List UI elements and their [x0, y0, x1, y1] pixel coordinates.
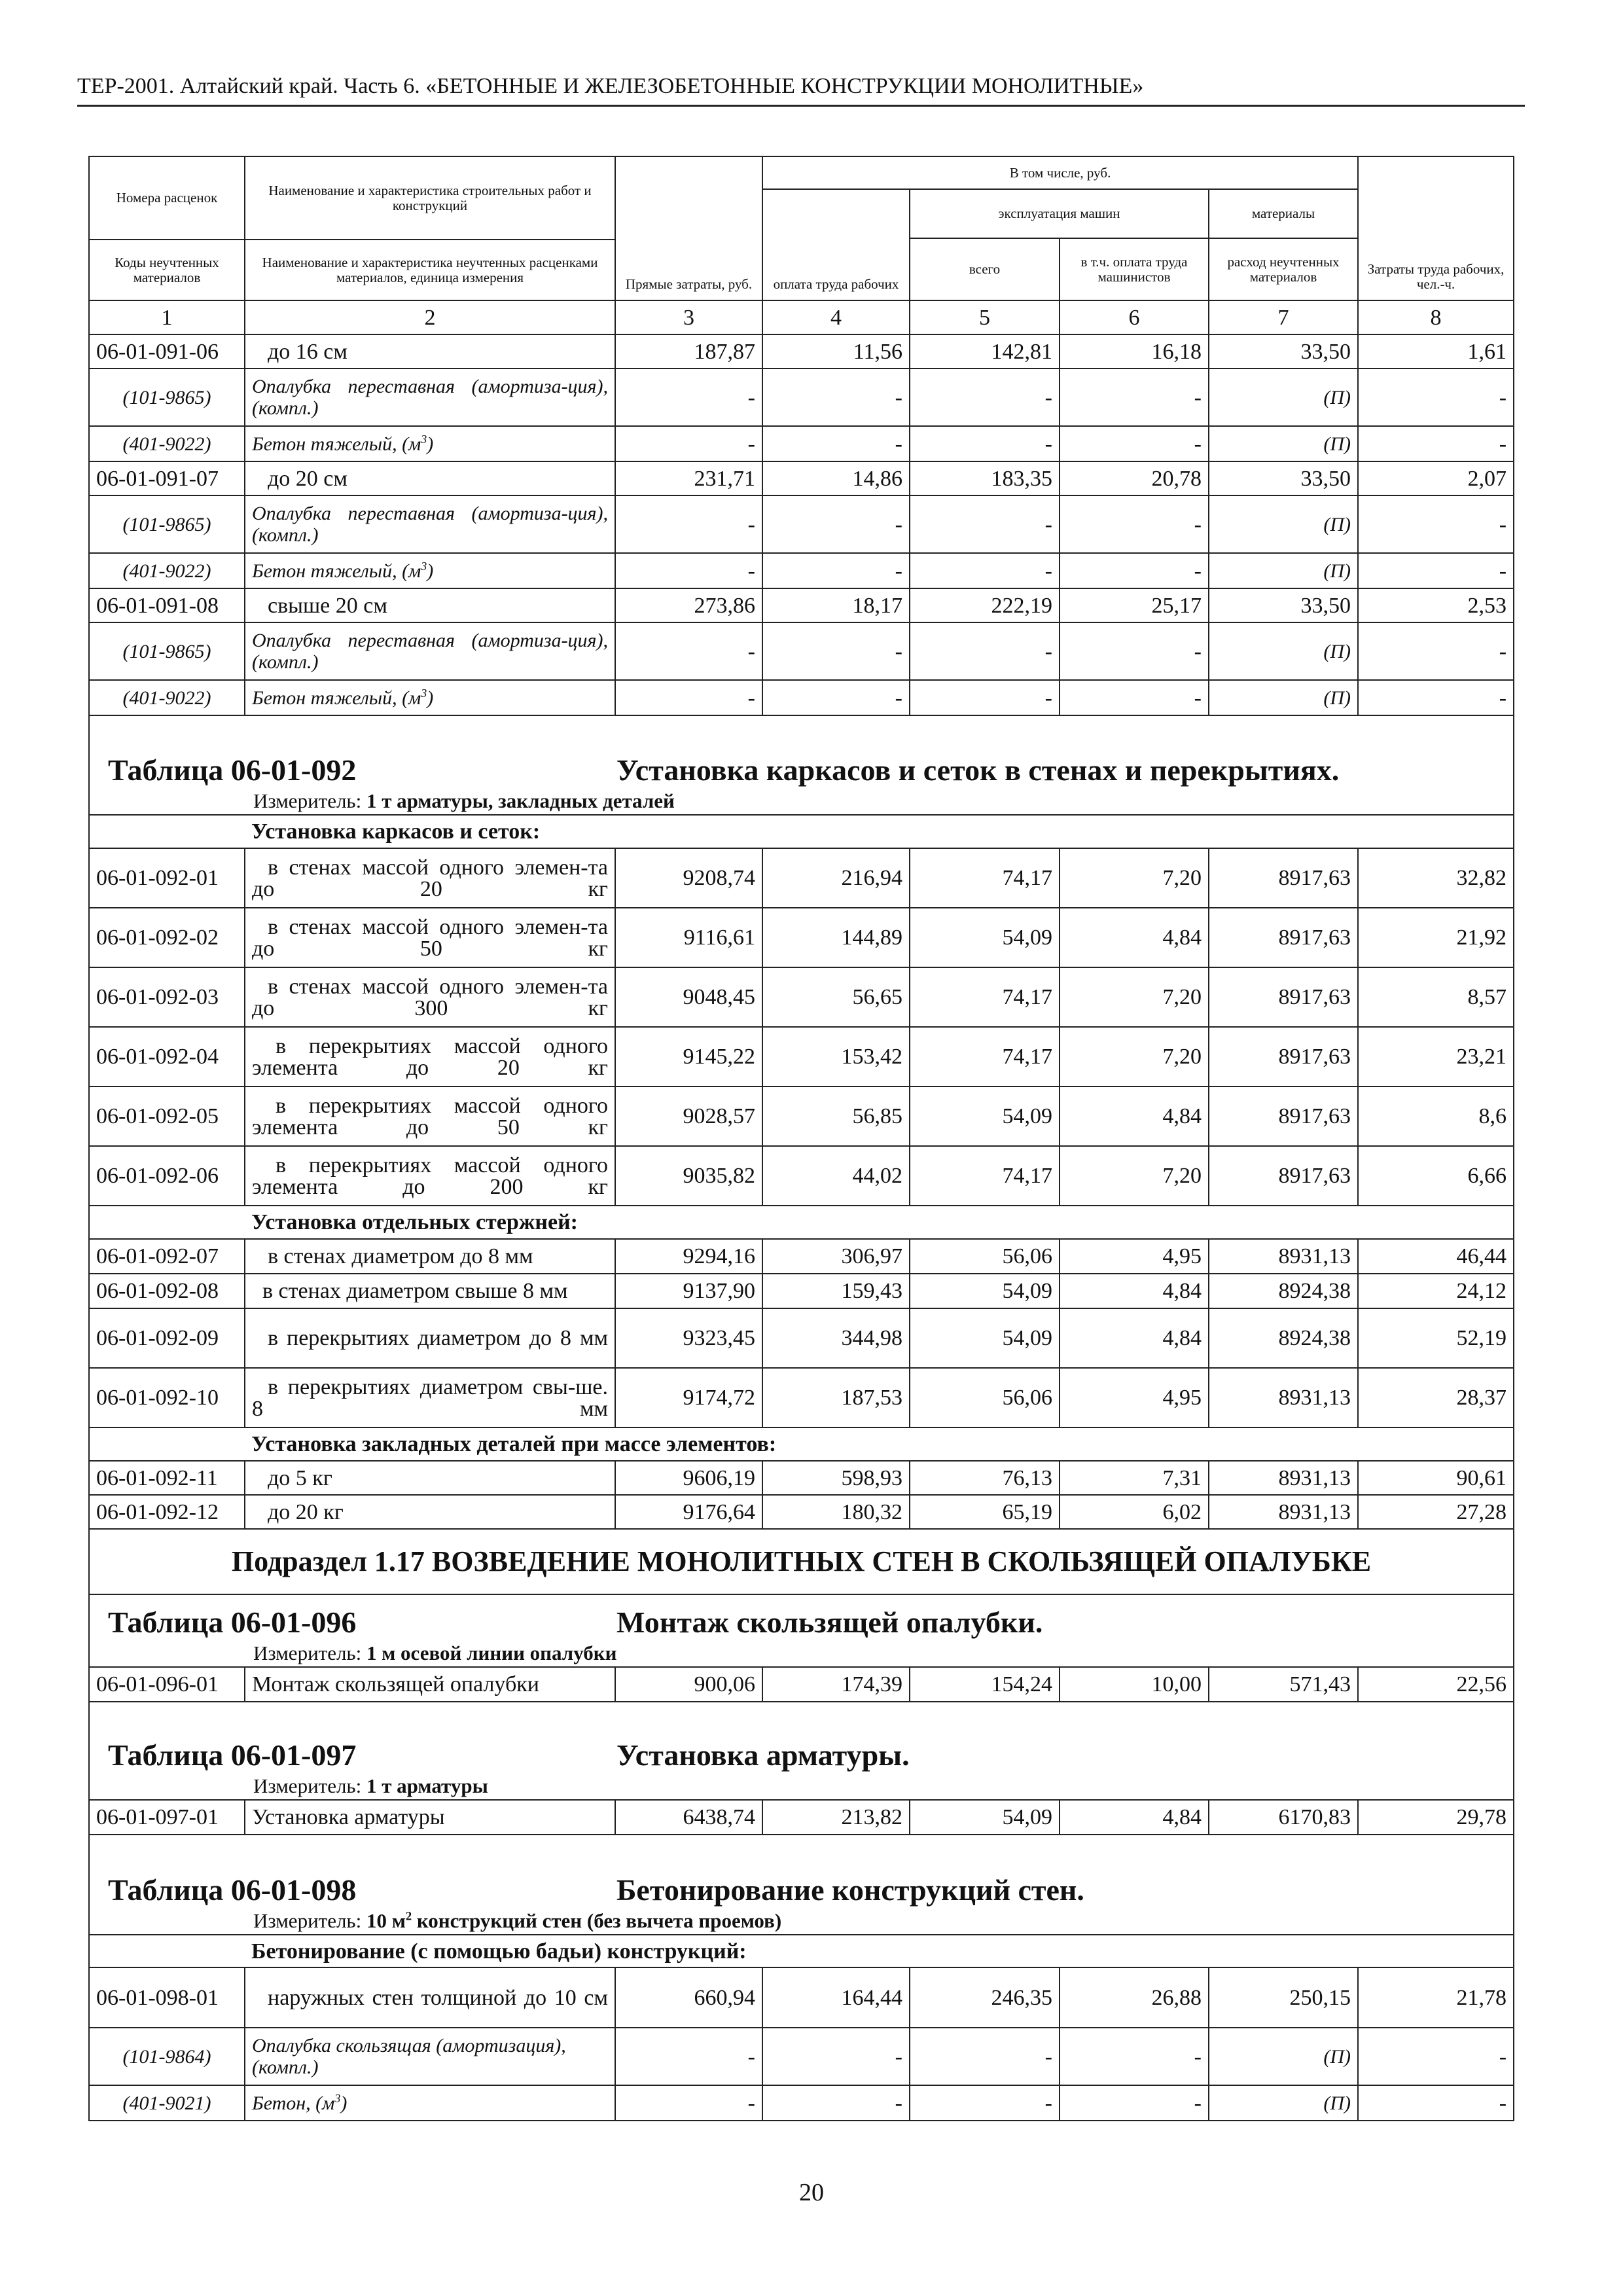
cell-dash: -	[910, 495, 1060, 553]
cell-materials: 8924,38	[1209, 1308, 1358, 1368]
cell-operators: 4,84	[1060, 1800, 1209, 1835]
row-code: 06-01-092-06	[89, 1146, 245, 1206]
hdr-operators: в т.ч. оплата труда машинистов	[1060, 238, 1209, 300]
cell-dash: -	[762, 2028, 910, 2085]
material-name: Бетон, $(м^3)$	[245, 2085, 615, 2121]
cell-machines: 54,09	[910, 1274, 1060, 1308]
row-name: Установка арматуры	[245, 1800, 615, 1835]
table-meter: Измеритель: 1 м осевой линии опалубки	[253, 1641, 617, 1664]
cell-dash: -	[1060, 680, 1209, 715]
cell-operators: 4,84	[1060, 1274, 1209, 1308]
cell-operators: 4,84	[1060, 908, 1209, 967]
col-num: 4	[762, 300, 910, 334]
cell-labor: 28,37	[1358, 1368, 1514, 1427]
row-code: 06-01-092-12	[89, 1495, 245, 1529]
material-name: Бетон тяжелый, $(м^3)$	[245, 426, 615, 461]
cell-dash: -	[615, 2028, 762, 2085]
cell-machines: 56,06	[910, 1239, 1060, 1274]
row-name: в перекрытиях массой одного элемента до 50 кг	[245, 1086, 615, 1146]
material-name: Бетон тяжелый, $(м^3)$	[245, 680, 615, 715]
table-number: Таблица 06-01-096	[108, 1605, 357, 1639]
row-code: 06-01-092-11	[89, 1461, 245, 1495]
cell-materials: 8924,38	[1209, 1274, 1358, 1308]
section-title: Подраздел 1.17 ВОЗВЕДЕНИЕ МОНОЛИТНЫХ СТЕН В СКОЛЬЗЯЩЕЙ ОПАЛУБКЕ	[89, 1529, 1514, 1594]
row-name: до 20 см	[245, 461, 615, 495]
cell-materials: 6170,83	[1209, 1800, 1358, 1835]
row-name: в стенах массой одного элемен-та до 50 кг	[245, 908, 615, 967]
table-number: Таблица 06-01-098	[108, 1873, 357, 1907]
cell-direct: 9606,19	[615, 1461, 762, 1495]
cell-direct: 187,87	[615, 334, 762, 368]
group-row	[89, 815, 1514, 848]
cell-labor: 1,61	[1358, 334, 1514, 368]
cell-direct: 231,71	[615, 461, 762, 495]
material-code: (101-9864)	[89, 2028, 245, 2085]
row-name: в стенах массой одного элемен-та до 300 кг	[245, 967, 615, 1027]
cell-direct: 9294,16	[615, 1239, 762, 1274]
row-code: 06-01-092-03	[89, 967, 245, 1027]
row-name: наружных стен толщиной до 10 см	[245, 1967, 615, 2028]
cell-dash: -	[1358, 2028, 1514, 2085]
cell-dash: -	[910, 2085, 1060, 2121]
hdr-mat-codes: Коды неучтенных материалов	[89, 240, 245, 300]
table-row	[89, 588, 1514, 622]
table-row	[89, 1274, 1514, 1308]
cell-materials: 8917,63	[1209, 1027, 1358, 1086]
cell-materials: 8917,63	[1209, 1086, 1358, 1146]
cell-direct: 9176,64	[615, 1495, 762, 1529]
table-row	[89, 1146, 1514, 1206]
cell-machines: 54,09	[910, 1086, 1060, 1146]
cell-operators: 26,88	[1060, 1967, 1209, 2028]
cell-p: (П)	[1209, 553, 1358, 588]
cell-labor-pay: 144,89	[762, 908, 910, 967]
hdr-incl: В том числе, руб.	[762, 156, 1358, 189]
material-code: (101-9865)	[89, 495, 245, 553]
cell-labor: 21,78	[1358, 1967, 1514, 2028]
row-code: 06-01-096-01	[89, 1667, 245, 1702]
hdr-direct: Прямые затраты, руб.	[615, 156, 762, 300]
cell-dash: -	[910, 2028, 1060, 2085]
cell-labor: 2,53	[1358, 588, 1514, 622]
cell-direct: 9035,82	[615, 1146, 762, 1206]
col-num: 3	[615, 300, 762, 334]
table-heading	[89, 1594, 1514, 1667]
table-row	[89, 1308, 1514, 1368]
group-row	[89, 1427, 1514, 1461]
cell-labor-pay: 18,17	[762, 588, 910, 622]
cell-machines: 65,19	[910, 1495, 1060, 1529]
cell-materials: 250,15	[1209, 1967, 1358, 2028]
material-code: (401-9022)	[89, 680, 245, 715]
cell-labor: 27,28	[1358, 1495, 1514, 1529]
cell-labor-pay: 598,93	[762, 1461, 910, 1495]
cell-dash: -	[910, 680, 1060, 715]
table-row	[89, 967, 1514, 1027]
table-row	[89, 908, 1514, 967]
row-code: 06-01-091-07	[89, 461, 245, 495]
cell-materials: 8931,13	[1209, 1368, 1358, 1427]
table-title-block	[89, 715, 1514, 815]
cell-p: (П)	[1209, 2085, 1358, 2121]
table-title: Установка каркасов и сеток в стенах и перекрытиях.	[616, 753, 1340, 787]
material-name: Бетон тяжелый, $(м^3)$	[245, 553, 615, 588]
table-heading	[89, 715, 1514, 815]
hdr-materials-sub: расход неучтенных материалов	[1209, 238, 1358, 300]
cell-labor: 29,78	[1358, 1800, 1514, 1835]
col-num: 7	[1209, 300, 1358, 334]
table-row	[89, 1027, 1514, 1086]
col-num: 1	[89, 300, 245, 334]
material-code: (101-9865)	[89, 368, 245, 426]
cell-p: (П)	[1209, 680, 1358, 715]
cell-labor: 24,12	[1358, 1274, 1514, 1308]
cell-p: (П)	[1209, 368, 1358, 426]
cell-dash: -	[1060, 495, 1209, 553]
row-code: 06-01-092-01	[89, 848, 245, 908]
group-title: Бетонирование (с помощью бадьи) конструкций:	[245, 1935, 1514, 1967]
row-code: 06-01-091-08	[89, 588, 245, 622]
cell-labor-pay: 306,97	[762, 1239, 910, 1274]
material-code: (401-9021)	[89, 2085, 245, 2121]
column-numbers	[89, 300, 1514, 334]
hdr-labor-pay: оплата труда рабочих	[762, 189, 910, 300]
cell-materials: 33,50	[1209, 334, 1358, 368]
header-rule	[77, 105, 1525, 107]
table-row	[89, 1967, 1514, 2028]
cell-labor-pay: 213,82	[762, 1800, 910, 1835]
cell-machines: 246,35	[910, 1967, 1060, 2028]
col-num: 5	[910, 300, 1060, 334]
cell-direct: 9048,45	[615, 967, 762, 1027]
material-row	[89, 495, 1514, 553]
table-title-block	[89, 1835, 1514, 1935]
row-name: в перекрытиях массой одного элемента до 20 кг	[245, 1027, 615, 1086]
cell-labor: 32,82	[1358, 848, 1514, 908]
group-row	[89, 1206, 1514, 1239]
row-name: до 16 см	[245, 334, 615, 368]
cell-dash: -	[1358, 680, 1514, 715]
cell-machines: 74,17	[910, 1146, 1060, 1206]
cell-labor-pay: 164,44	[762, 1967, 910, 2028]
cell-dash: -	[762, 2085, 910, 2121]
cell-labor: 22,56	[1358, 1667, 1514, 1702]
cell-operators: 7,20	[1060, 967, 1209, 1027]
material-code: (101-9865)	[89, 622, 245, 680]
row-code: 06-01-092-08	[89, 1274, 245, 1308]
cell-materials: 33,50	[1209, 461, 1358, 495]
table-title-block	[89, 1702, 1514, 1800]
cell-dash: -	[762, 426, 910, 461]
cell-p: (П)	[1209, 622, 1358, 680]
table-row	[89, 1461, 1514, 1495]
cell-labor: 90,61	[1358, 1461, 1514, 1495]
table-row	[89, 1800, 1514, 1835]
table-row	[89, 1239, 1514, 1274]
table-row	[89, 1667, 1514, 1702]
cell-dash: -	[1358, 2085, 1514, 2121]
cell-labor-pay: 153,42	[762, 1027, 910, 1086]
cell-materials: 8917,63	[1209, 1146, 1358, 1206]
cell-operators: 4,84	[1060, 1308, 1209, 1368]
cell-operators: 25,17	[1060, 588, 1209, 622]
cell-machines: 56,06	[910, 1368, 1060, 1427]
table-meter: Измеритель: 1 т арматуры, закладных деталей	[253, 789, 675, 812]
page-number: 20	[799, 2179, 824, 2206]
price-table	[88, 156, 1514, 2121]
material-name: Опалубка скользящая (амортизация), (компл.)	[245, 2028, 615, 2085]
cell-labor-pay: 174,39	[762, 1667, 910, 1702]
row-code: 06-01-092-02	[89, 908, 245, 967]
table-heading	[89, 1835, 1514, 1935]
group-title: Установка закладных деталей при массе элементов:	[245, 1427, 1514, 1461]
cell-dash: -	[762, 553, 910, 588]
material-name: Опалубка переставная (амортиза-ция), (компл.)	[245, 495, 615, 553]
cell-dash: -	[762, 622, 910, 680]
row-name: до 5 кг	[245, 1461, 615, 1495]
cell-dash: -	[762, 368, 910, 426]
row-name: в перекрытиях массой одного элемента до 200 кг	[245, 1146, 615, 1206]
cell-operators: 7,20	[1060, 1027, 1209, 1086]
cell-labor: 8,6	[1358, 1086, 1514, 1146]
cell-machines: 183,35	[910, 461, 1060, 495]
hdr-mat-name: Наименование и характеристика неучтенных расценками материалов, единица измерения	[245, 240, 615, 300]
cell-operators: 7,31	[1060, 1461, 1209, 1495]
cell-p: (П)	[1209, 426, 1358, 461]
row-name: в перекрытиях диаметром до 8 мм	[245, 1308, 615, 1368]
cell-operators: 7,20	[1060, 1146, 1209, 1206]
cell-labor-pay: 56,65	[762, 967, 910, 1027]
table-title: Монтаж скользящей опалубки.	[616, 1605, 1043, 1639]
cell-dash: -	[1060, 553, 1209, 588]
cell-dash: -	[1358, 495, 1514, 553]
cell-dash: -	[615, 622, 762, 680]
cell-direct: 273,86	[615, 588, 762, 622]
cell-direct: 900,06	[615, 1667, 762, 1702]
cell-labor: 52,19	[1358, 1308, 1514, 1368]
section-row	[89, 1529, 1514, 1594]
cell-materials: 8917,63	[1209, 967, 1358, 1027]
table-number: Таблица 06-01-097	[108, 1738, 357, 1772]
cell-labor-pay: 44,02	[762, 1146, 910, 1206]
material-code: (401-9022)	[89, 426, 245, 461]
cell-dash: -	[1060, 2028, 1209, 2085]
row-code: 06-01-098-01	[89, 1967, 245, 2028]
cell-direct: 9137,90	[615, 1274, 762, 1308]
cell-labor-pay: 180,32	[762, 1495, 910, 1529]
group-title: Установка отдельных стержней:	[245, 1206, 1514, 1239]
cell-p: (П)	[1209, 2028, 1358, 2085]
cell-dash: -	[1358, 368, 1514, 426]
cell-dash: -	[910, 426, 1060, 461]
cell-machines: 74,17	[910, 1027, 1060, 1086]
row-code: 06-01-092-05	[89, 1086, 245, 1146]
cell-dash: -	[615, 553, 762, 588]
hdr-materials: материалы	[1209, 189, 1358, 238]
cell-dash: -	[615, 495, 762, 553]
row-name: до 20 кг	[245, 1495, 615, 1529]
material-code: (401-9022)	[89, 553, 245, 588]
cell-operators: 4,95	[1060, 1368, 1209, 1427]
table-title: Установка арматуры.	[616, 1738, 910, 1772]
cell-dash: -	[1060, 2085, 1209, 2121]
cell-machines: 154,24	[910, 1667, 1060, 1702]
cell-dash: -	[1060, 368, 1209, 426]
cell-direct: 660,94	[615, 1967, 762, 2028]
material-row	[89, 680, 1514, 715]
cell-labor-pay: 159,43	[762, 1274, 910, 1308]
col-num: 8	[1358, 300, 1514, 334]
material-name: Опалубка переставная (амортиза-ция), (компл.)	[245, 622, 615, 680]
row-code: 06-01-092-07	[89, 1239, 245, 1274]
running-header: ТЕР-2001. Алтайский край. Часть 6. «БЕТОННЫЕ И ЖЕЛЕЗОБЕТОННЫЕ КОНСТРУКЦИИ МОНОЛИТНЫЕ»	[77, 74, 1144, 98]
cell-direct: 9145,22	[615, 1027, 762, 1086]
cell-machines: 76,13	[910, 1461, 1060, 1495]
cell-materials: 33,50	[1209, 588, 1358, 622]
row-code: 06-01-092-04	[89, 1027, 245, 1086]
cell-dash: -	[615, 2085, 762, 2121]
material-row	[89, 553, 1514, 588]
hdr-machines-total: всего	[910, 238, 1060, 300]
cell-labor: 8,57	[1358, 967, 1514, 1027]
row-code: 06-01-091-06	[89, 334, 245, 368]
cell-labor: 21,92	[1358, 908, 1514, 967]
cell-machines: 74,17	[910, 848, 1060, 908]
material-row	[89, 2028, 1514, 2085]
cell-labor: 46,44	[1358, 1239, 1514, 1274]
cell-operators: 16,18	[1060, 334, 1209, 368]
cell-direct: 9208,74	[615, 848, 762, 908]
material-row	[89, 622, 1514, 680]
cell-machines: 54,09	[910, 1800, 1060, 1835]
cell-labor-pay: 56,85	[762, 1086, 910, 1146]
material-row	[89, 2085, 1514, 2121]
cell-dash: -	[762, 495, 910, 553]
hdr-codes: Номера расценок	[89, 156, 245, 240]
cell-materials: 8917,63	[1209, 908, 1358, 967]
cell-materials: 8931,13	[1209, 1461, 1358, 1495]
cell-labor: 6,66	[1358, 1146, 1514, 1206]
cell-direct: 9174,72	[615, 1368, 762, 1427]
cell-operators: 4,95	[1060, 1239, 1209, 1274]
row-name: в стенах массой одного элемен-та до 20 кг	[245, 848, 615, 908]
cell-dash: -	[1060, 426, 1209, 461]
table-heading	[89, 1702, 1514, 1800]
table-meter: Измеритель: 10 $м^2$ конструкций стен (без вычета проемов)	[253, 1909, 782, 1932]
group-title: Установка каркасов и сеток:	[245, 815, 1514, 848]
hdr-machines: эксплуатация машин	[910, 189, 1209, 238]
cell-dash: -	[762, 680, 910, 715]
cell-labor-pay: 14,86	[762, 461, 910, 495]
cell-dash: -	[910, 622, 1060, 680]
col-num: 2	[245, 300, 615, 334]
row-code: 06-01-097-01	[89, 1800, 245, 1835]
table-row	[89, 1368, 1514, 1427]
table-row	[89, 848, 1514, 908]
cell-dash: -	[615, 680, 762, 715]
table-title: Бетонирование конструкций стен.	[616, 1873, 1084, 1907]
cell-machines: 54,09	[910, 908, 1060, 967]
cell-dash: -	[910, 368, 1060, 426]
cell-direct: 9323,45	[615, 1308, 762, 1368]
cell-materials: 571,43	[1209, 1667, 1358, 1702]
cell-dash: -	[1358, 426, 1514, 461]
cell-operators: 7,20	[1060, 848, 1209, 908]
cell-operators: 10,00	[1060, 1667, 1209, 1702]
row-name: Монтаж скользящей опалубки	[245, 1667, 615, 1702]
cell-labor-pay: 11,56	[762, 334, 910, 368]
col-num: 6	[1060, 300, 1209, 334]
cell-direct: 6438,74	[615, 1800, 762, 1835]
material-name: Опалубка переставная (амортиза-ция), (компл.)	[245, 368, 615, 426]
table-number: Таблица 06-01-092	[108, 753, 357, 787]
cell-direct: 9028,57	[615, 1086, 762, 1146]
group-row	[89, 1935, 1514, 1967]
cell-materials: 8931,13	[1209, 1495, 1358, 1529]
table-row	[89, 1086, 1514, 1146]
cell-dash: -	[615, 426, 762, 461]
row-name: в стенах диаметром до 8 мм	[245, 1239, 615, 1274]
table-meter: Измеритель: 1 т арматуры	[253, 1774, 488, 1797]
cell-machines: 222,19	[910, 588, 1060, 622]
cell-dash: -	[910, 553, 1060, 588]
row-code: 06-01-092-09	[89, 1308, 245, 1368]
cell-labor-pay: 187,53	[762, 1368, 910, 1427]
cell-dash: -	[1358, 622, 1514, 680]
table-row	[89, 461, 1514, 495]
row-code: 06-01-092-10	[89, 1368, 245, 1427]
cell-operators: 6,02	[1060, 1495, 1209, 1529]
cell-dash: -	[615, 368, 762, 426]
hdr-labor: Затраты труда рабочих, чел.-ч.	[1358, 156, 1514, 300]
material-row	[89, 368, 1514, 426]
cell-labor: 23,21	[1358, 1027, 1514, 1086]
cell-machines: 54,09	[910, 1308, 1060, 1368]
table-row	[89, 1495, 1514, 1529]
cell-dash: -	[1060, 622, 1209, 680]
row-name: в перекрытиях диаметром свы-ше. 8 мм	[245, 1368, 615, 1427]
cell-labor: 2,07	[1358, 461, 1514, 495]
cell-materials: 8917,63	[1209, 848, 1358, 908]
cell-machines: 74,17	[910, 967, 1060, 1027]
cell-machines: 142,81	[910, 334, 1060, 368]
cell-direct: 9116,61	[615, 908, 762, 967]
row-name: в стенах диаметром свыше 8 мм	[245, 1274, 615, 1308]
hdr-name: Наименование и характеристика строительных работ и конструкций	[245, 156, 615, 240]
cell-operators: 20,78	[1060, 461, 1209, 495]
cell-materials: 8931,13	[1209, 1239, 1358, 1274]
table-title-block	[89, 1594, 1514, 1667]
material-row	[89, 426, 1514, 461]
table-row	[89, 334, 1514, 368]
cell-p: (П)	[1209, 495, 1358, 553]
cell-labor-pay: 344,98	[762, 1308, 910, 1368]
cell-operators: 4,84	[1060, 1086, 1209, 1146]
row-name: свыше 20 см	[245, 588, 615, 622]
cell-dash: -	[1358, 553, 1514, 588]
cell-labor-pay: 216,94	[762, 848, 910, 908]
